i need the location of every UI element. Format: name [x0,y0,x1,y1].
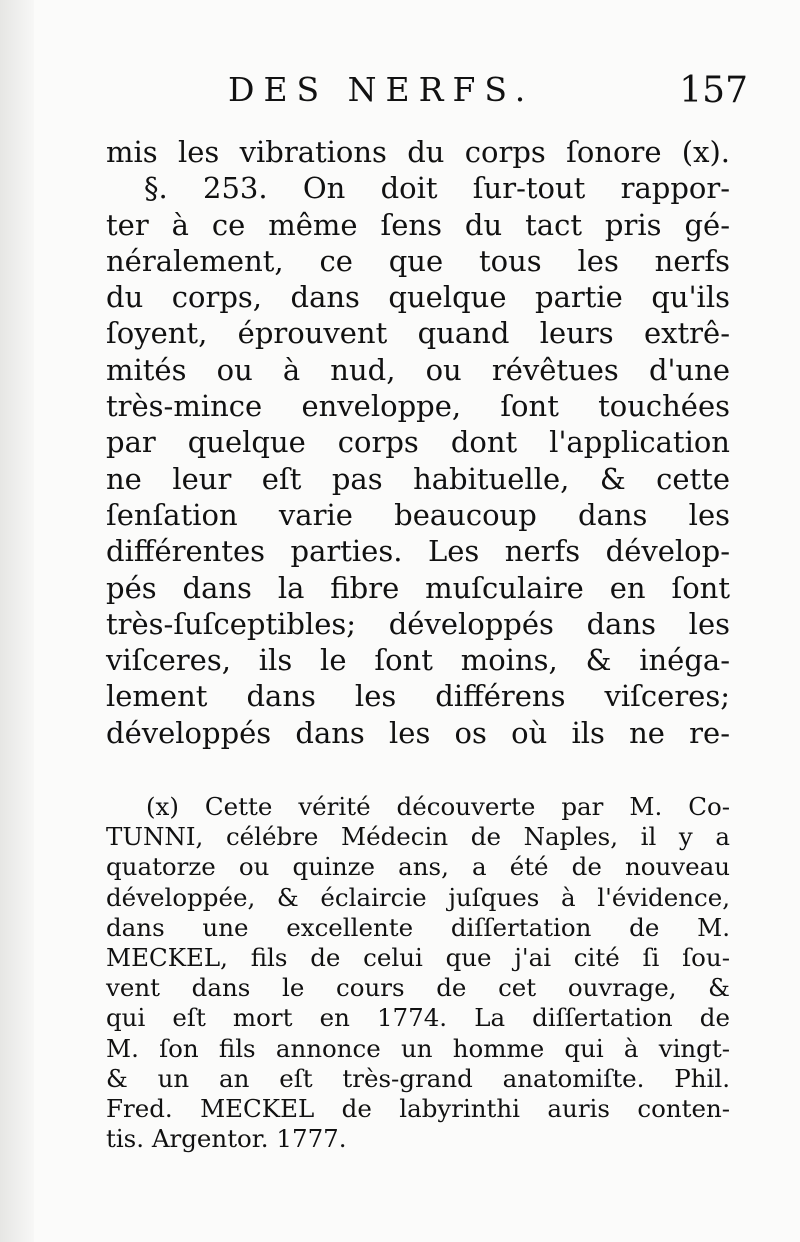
text-line: néralement, ce que tous les nerfs [106,243,730,278]
footnote-line: tis. Argentor. 1777. [106,1124,347,1154]
text-line: viſceres, ils le ſont moins, & inéga- [106,643,730,678]
text-line: développés dans les os où ils ne re- [106,715,730,750]
text-line: ne leur eſt pas habituelle, & cette [106,461,730,496]
text-line: très-mince enveloppe, ſont touchées [106,389,730,424]
footnote-line: qui eſt mort en 1774. La diſſertation de [106,1003,730,1033]
text-line: mités ou à nud, ou révêtues d'une [106,352,730,387]
footnote-line: M. ſon fils annonce un homme qui à vingt- [106,1033,730,1063]
text-line: du corps, dans quelque partie qu'ils [106,280,730,315]
text-line: par quelque corps dont l'application [106,425,730,460]
text-line: mis les vibrations du corps ſonore (x). [106,135,730,169]
page-gutter-shadow [0,0,34,1242]
running-title: DES NERFS. [228,70,535,109]
footnote-line: MECKEL, fils de celui que j'ai cité ſi ſou- [106,942,730,972]
text-line: pés dans la fibre muſculaire en ſont [106,570,730,605]
footnote-line: TUNNI, célébre Médecin de Naples, il y a [106,822,730,852]
page-header [228,70,748,120]
footnote-line: quatorze ou quinze ans, a été de nouveau [106,852,730,882]
text-line: lement dans les différens viſceres; [106,679,730,714]
footnote-line: Fred. MECKEL de labyrinthi auris conten- [106,1093,730,1123]
text-line: ſoyent, éprouvent quand leurs extrê- [106,316,730,351]
text-line: très-ſuſceptibles; développés dans les [106,606,730,641]
footnote-line: vent dans le cours de cet ouvrage, & [106,973,730,1003]
footnote-line: & un an eſt très-grand anatomiſte. Phil. [106,1063,730,1093]
main-text [106,134,730,751]
footnote-line: (x) Cette vérité découverte par M. Co- [146,792,730,821]
footnote-line: développée, & éclaircie juſques à l'évidence, [106,882,730,912]
page-number: 157 [679,70,748,111]
text-line: ter à ce même ſens du tact pris gé- [106,207,730,242]
footnote-line: dans une excellente diſſertation de M. [106,912,730,942]
text-line: différentes parties. Les nerfs dévelop- [106,534,730,569]
paragraph-start-line: §. 253. On doit ſur-tout rappor- [144,171,730,206]
footnote [106,792,730,1154]
text-line: ſenſation varie beaucoup dans les [106,497,730,532]
